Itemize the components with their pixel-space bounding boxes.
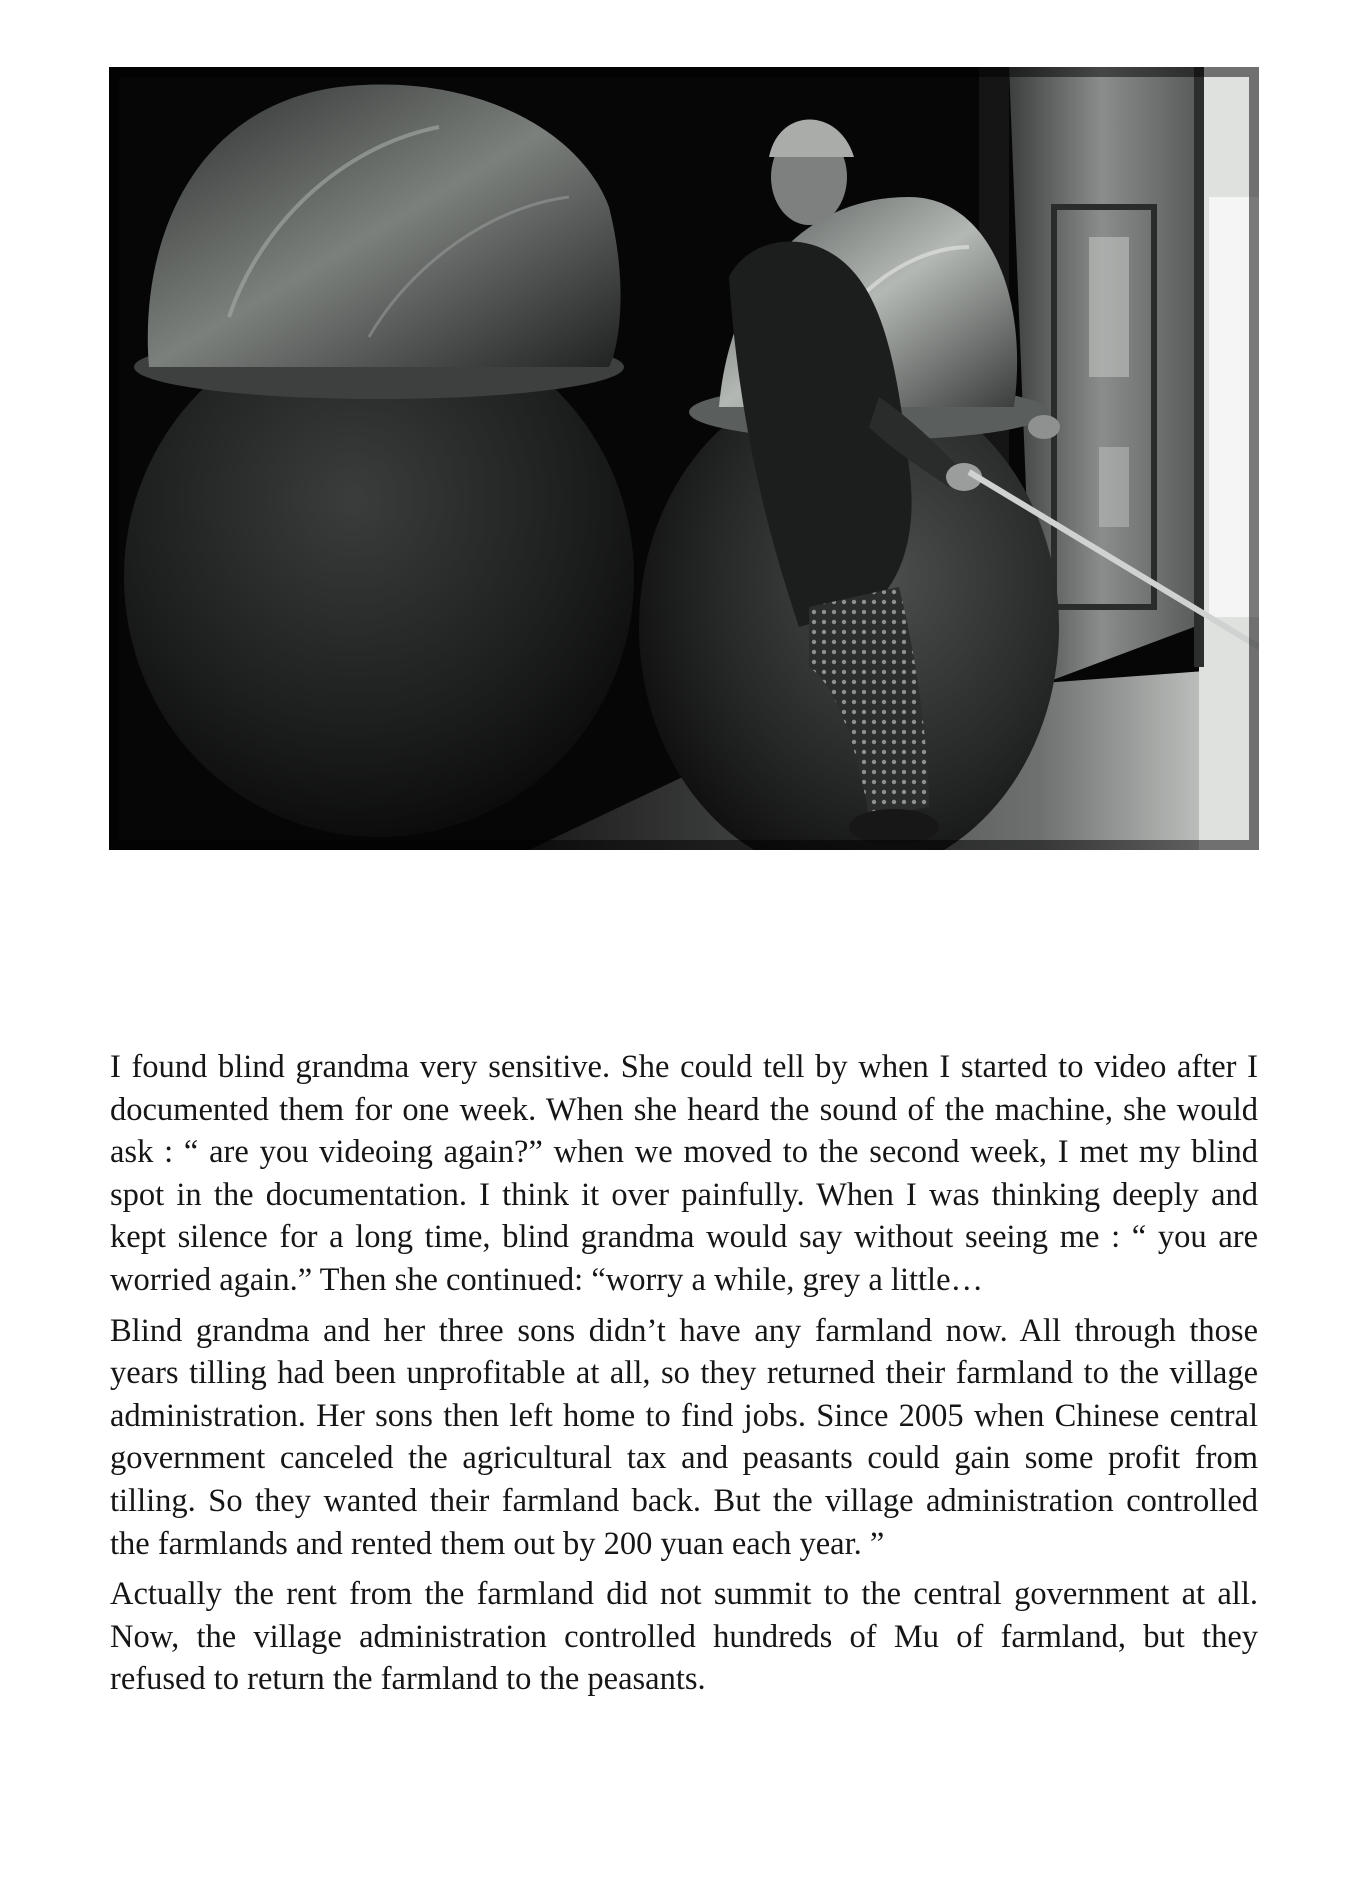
photograph <box>109 67 1259 850</box>
paragraph-3: Actually the rent from the farmland did not summit to the central government at all. Now, the village administration controlled hundreds of Mu of farmland, but they refused to return the farmland to the peasants. <box>110 1576 1258 1698</box>
paragraph-2: Blind grandma and her three sons didn’t have any farmland now. All through those years tilling had been unprofitable at all, so they returned their farmland to the village administration. Her sons then left home to find jobs. Since 2005 when Chinese central government canceled the agricultural tax and peasants could gain some profit from tilling. So they wanted their farmland back. But the village administration controlled the farmlands and rented them out by 200 yuan each year. ” <box>110 1312 1258 1562</box>
article-text <box>110 1046 1258 1709</box>
paragraph-1: I found blind grandma very sensitive. She could tell by when I started to video after I documented them for one week. When she heard the sound of the machine, she would ask : “ are you videoing again?” when we moved to the second week, I met my blind spot in the documentation. I think it over painfully. When I was thinking deeply and kept silence for a long time, blind grandma would say without seeing me : “ you are worried again.” Then she continued: “worry a while, grey a little… <box>110 1049 1258 1298</box>
